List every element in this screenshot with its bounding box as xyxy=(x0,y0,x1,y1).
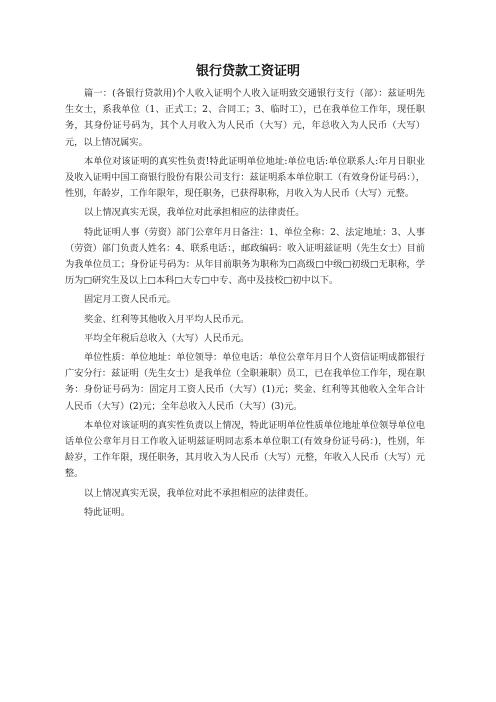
document-body xyxy=(65,86,425,524)
paragraph-6: 奖金、红利等其他收入月平均人民币元。 xyxy=(84,313,250,325)
paragraph-3: 以上情况真实无误，我单位对此承担相应的法律责任。 xyxy=(84,207,305,219)
paragraph-1: 篇一：(各银行贷款用)个人收入证明个人收入证明致交通银行支行（部）：兹证明先生女士，系我单位（1、正式工；2、合同工；3、临时工），已在我单位工作年，现任职务，其身份证号码为，其个人月收入为人民币（大写）元，年总收入为人民币（大写）元，以上情况属实。 xyxy=(65,88,425,148)
document-title: 银行贷款工资证明 xyxy=(195,64,300,79)
paragraph-8: 单位性质：单位地址：单位领导：单位电话：单位公章年月日个人资信证明成都银行广安分行：兹证明（先生女士）是我单位（全职兼职）员工，已在我单位工作年，现在职务：身份证号码为：固定月工资人民币（大写）(1)元；奖金、红利等其他收入全年合计人民币（大写）(2)元；全年总收入人民币（大写）(3)元。 xyxy=(65,352,425,412)
paragraph-7: 平均全年税后总收入（大写）人民币元。 xyxy=(84,332,250,344)
paragraph-4: 特此证明人事（劳资）部门公章年月日备注：1、单位全称：2、法定地址：3、人事（劳资）部门负责人姓名：4、联系电话：，邮政编码：收入证明兹证明（先生女士）目前为我单位员工；身份证号码为：从年目前职务为职称为□高级□中级□初级□无职称，学历为□研究生及以上□本科□大专□中专、高中及技校□初中以下。 xyxy=(65,226,425,287)
paragraph-9: 本单位对该证明的真实性负责以上情况，特此证明单位性质单位地址单位领导单位电话单位公章年月日工作收入证明兹证明同志系本单位职工(有效身份证号码：)，性别，年龄岁，工作年限，现任职务，其月收入为人民币（大写）元整，年收入人民币（大写）元整。 xyxy=(65,419,425,480)
paragraph-5: 固定月工资人民币元。 xyxy=(84,294,176,306)
paragraph-11: 特此证明。 xyxy=(84,506,130,518)
paragraph-10: 以上情况真实无误，我单位对此不承担相应的法律责任。 xyxy=(84,487,314,499)
paragraph-2: 本单位对该证明的真实性负责!特此证明单位地址:单位电话:单位联系人:年月日职业及收入证明中国工商银行股份有限公司支行：兹证明系本单位职工（有效身份证号码：），性别，年龄岁，工作年限年，现任职务，已获得职称，月收入为人民币（大写）元整。 xyxy=(65,155,425,200)
